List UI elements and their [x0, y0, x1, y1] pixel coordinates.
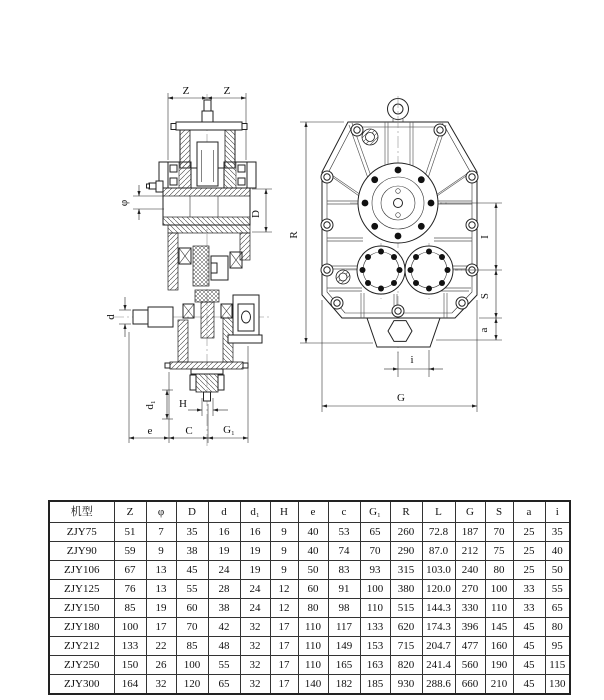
value-cell: 25	[513, 542, 545, 561]
value-cell: 288.6	[422, 675, 455, 695]
value-cell: 19	[240, 542, 270, 561]
dim-label-C: C	[185, 425, 193, 437]
value-cell: 80	[485, 561, 513, 580]
value-cell: 560	[455, 656, 485, 675]
value-cell: 55	[176, 580, 208, 599]
value-cell: 241.4	[422, 656, 455, 675]
value-cell: 210	[485, 675, 513, 695]
value-cell: 110	[298, 618, 328, 637]
value-cell: 9	[270, 523, 298, 542]
value-cell: 145	[485, 618, 513, 637]
table-row	[49, 561, 570, 580]
value-cell: 110	[298, 637, 328, 656]
value-cell: 51	[114, 523, 146, 542]
value-cell: 185	[360, 675, 390, 695]
dim-label-d1: d₁	[144, 400, 156, 410]
column-header-7: e	[298, 501, 328, 523]
value-cell: 130	[545, 675, 570, 695]
model-cell: ZJY300	[49, 675, 114, 695]
value-cell: 60	[176, 599, 208, 618]
value-cell: 45	[513, 656, 545, 675]
column-header-9: G₁	[360, 501, 390, 523]
column-header-13: S	[485, 501, 513, 523]
value-cell: 38	[176, 542, 208, 561]
dim-label-I: I	[479, 235, 491, 239]
value-cell: 17	[270, 618, 298, 637]
value-cell: 72.8	[422, 523, 455, 542]
value-cell: 120.0	[422, 580, 455, 599]
value-cell: 42	[208, 618, 240, 637]
value-cell: 55	[208, 656, 240, 675]
front-view	[288, 96, 502, 412]
value-cell: 32	[240, 675, 270, 695]
value-cell: 212	[455, 542, 485, 561]
dim-label-z-right: Z	[223, 85, 231, 97]
value-cell: 55	[545, 580, 570, 599]
value-cell: 110	[485, 599, 513, 618]
value-cell: 35	[545, 523, 570, 542]
column-header-4: d	[208, 501, 240, 523]
column-header-3: D	[176, 501, 208, 523]
value-cell: 100	[485, 580, 513, 599]
dim-label-R: R	[288, 231, 300, 239]
value-cell: 7	[146, 523, 176, 542]
value-cell: 85	[114, 599, 146, 618]
value-cell: 100	[360, 580, 390, 599]
value-cell: 85	[176, 637, 208, 656]
value-cell: 260	[390, 523, 422, 542]
section-view	[105, 85, 272, 446]
value-cell: 59	[114, 542, 146, 561]
value-cell: 76	[114, 580, 146, 599]
vent-plug	[362, 129, 378, 145]
value-cell: 12	[270, 599, 298, 618]
value-cell: 9	[270, 561, 298, 580]
value-cell: 19	[240, 561, 270, 580]
column-header-15: i	[545, 501, 570, 523]
table-row	[49, 637, 570, 656]
spec-table	[48, 500, 571, 695]
value-cell: 80	[545, 618, 570, 637]
value-cell: 620	[390, 618, 422, 637]
table-row	[49, 599, 570, 618]
value-cell: 65	[545, 599, 570, 618]
value-cell: 12	[270, 580, 298, 599]
value-cell: 24	[240, 580, 270, 599]
dim-label-D: D	[250, 210, 262, 218]
value-cell: 100	[176, 656, 208, 675]
value-cell: 67	[114, 561, 146, 580]
value-cell: 24	[208, 561, 240, 580]
value-cell: 24	[240, 599, 270, 618]
dim-label-z-left: Z	[182, 85, 190, 97]
model-cell: ZJY150	[49, 599, 114, 618]
value-cell: 9	[270, 542, 298, 561]
value-cell: 28	[208, 580, 240, 599]
dim-label-d: d	[105, 314, 117, 320]
value-cell: 32	[146, 675, 176, 695]
value-cell: 187	[455, 523, 485, 542]
value-cell: 19	[208, 542, 240, 561]
value-cell: 110	[360, 599, 390, 618]
value-cell: 22	[146, 637, 176, 656]
value-cell: 80	[298, 599, 328, 618]
value-cell: 315	[390, 561, 422, 580]
value-cell: 165	[328, 656, 360, 675]
model-cell: ZJY106	[49, 561, 114, 580]
value-cell: 149	[328, 637, 360, 656]
spec-table-body	[49, 523, 570, 695]
value-cell: 50	[298, 561, 328, 580]
value-cell: 17	[270, 675, 298, 695]
value-cell: 40	[545, 542, 570, 561]
column-header-14: a	[513, 501, 545, 523]
column-header-8: c	[328, 501, 360, 523]
model-cell: ZJY75	[49, 523, 114, 542]
value-cell: 33	[513, 599, 545, 618]
value-cell: 83	[328, 561, 360, 580]
value-cell: 9	[146, 542, 176, 561]
input-flange-circle	[358, 163, 438, 243]
value-cell: 103.0	[422, 561, 455, 580]
value-cell: 19	[146, 599, 176, 618]
value-cell: 133	[360, 618, 390, 637]
value-cell: 60	[298, 580, 328, 599]
header-row	[49, 501, 570, 523]
column-header-10: R	[390, 501, 422, 523]
value-cell: 17	[270, 637, 298, 656]
value-cell: 930	[390, 675, 422, 695]
value-cell: 140	[298, 675, 328, 695]
value-cell: 48	[208, 637, 240, 656]
value-cell: 117	[328, 618, 360, 637]
value-cell: 160	[485, 637, 513, 656]
table-row	[49, 523, 570, 542]
table-row	[49, 580, 570, 599]
value-cell: 133	[114, 637, 146, 656]
value-cell: 98	[328, 599, 360, 618]
value-cell: 174.3	[422, 618, 455, 637]
value-cell: 45	[513, 618, 545, 637]
value-cell: 380	[390, 580, 422, 599]
value-cell: 240	[455, 561, 485, 580]
column-header-6: H	[270, 501, 298, 523]
value-cell: 190	[485, 656, 513, 675]
column-header-1: Z	[114, 501, 146, 523]
value-cell: 290	[390, 542, 422, 561]
value-cell: 95	[545, 637, 570, 656]
value-cell: 45	[513, 637, 545, 656]
value-cell: 50	[545, 561, 570, 580]
value-cell: 17	[270, 656, 298, 675]
value-cell: 93	[360, 561, 390, 580]
value-cell: 25	[513, 561, 545, 580]
value-cell: 13	[146, 561, 176, 580]
value-cell: 38	[208, 599, 240, 618]
value-cell: 32	[240, 618, 270, 637]
value-cell: 70	[485, 523, 513, 542]
value-cell: 45	[176, 561, 208, 580]
value-cell: 65	[360, 523, 390, 542]
value-cell: 74	[328, 542, 360, 561]
value-cell: 53	[328, 523, 360, 542]
dim-label-e: e	[147, 425, 153, 437]
value-cell: 396	[455, 618, 485, 637]
model-cell: ZJY125	[49, 580, 114, 599]
dim-label-H: H	[179, 398, 187, 410]
table-row	[49, 618, 570, 637]
value-cell: 33	[513, 580, 545, 599]
dim-label-a: a	[478, 327, 490, 333]
spec-table-head	[49, 501, 570, 523]
column-header-5: d₁	[240, 501, 270, 523]
value-cell: 17	[146, 618, 176, 637]
value-cell: 163	[360, 656, 390, 675]
column-header-12: G	[455, 501, 485, 523]
value-cell: 182	[328, 675, 360, 695]
value-cell: 26	[146, 656, 176, 675]
column-header-2: φ	[146, 501, 176, 523]
value-cell: 515	[390, 599, 422, 618]
value-cell: 16	[208, 523, 240, 542]
value-cell: 13	[146, 580, 176, 599]
model-cell: ZJY212	[49, 637, 114, 656]
value-cell: 25	[513, 523, 545, 542]
value-cell: 660	[455, 675, 485, 695]
value-cell: 70	[360, 542, 390, 561]
dim-label-phi: φ	[118, 199, 130, 207]
model-cell: ZJY250	[49, 656, 114, 675]
dim-label-S: S	[479, 292, 491, 300]
value-cell: 91	[328, 580, 360, 599]
value-cell: 65	[208, 675, 240, 695]
value-cell: 40	[298, 542, 328, 561]
dim-label-G: G	[397, 392, 405, 404]
value-cell: 477	[455, 637, 485, 656]
value-cell: 120	[176, 675, 208, 695]
model-cell: ZJY180	[49, 618, 114, 637]
value-cell: 35	[176, 523, 208, 542]
model-cell: ZJY90	[49, 542, 114, 561]
value-cell: 153	[360, 637, 390, 656]
value-cell: 164	[114, 675, 146, 695]
value-cell: 715	[390, 637, 422, 656]
value-cell: 100	[114, 618, 146, 637]
value-cell: 330	[455, 599, 485, 618]
table-row	[49, 542, 570, 561]
value-cell: 32	[240, 637, 270, 656]
value-cell: 32	[240, 656, 270, 675]
value-cell: 45	[513, 675, 545, 695]
oil-plug	[336, 270, 350, 284]
value-cell: 16	[240, 523, 270, 542]
dim-label-i: i	[410, 354, 414, 366]
spec-table-wrapper	[48, 500, 571, 695]
value-cell: 204.7	[422, 637, 455, 656]
table-row	[49, 656, 570, 675]
value-cell: 144.3	[422, 599, 455, 618]
value-cell: 75	[485, 542, 513, 561]
table-row	[49, 675, 570, 695]
value-cell: 270	[455, 580, 485, 599]
value-cell: 115	[545, 656, 570, 675]
column-header-11: L	[422, 501, 455, 523]
value-cell: 820	[390, 656, 422, 675]
value-cell: 70	[176, 618, 208, 637]
value-cell: 87.0	[422, 542, 455, 561]
value-cell: 40	[298, 523, 328, 542]
value-cell: 110	[298, 656, 328, 675]
value-cell: 150	[114, 656, 146, 675]
dim-label-G1: G₁	[223, 424, 235, 436]
column-header-0: 机型	[49, 501, 114, 523]
